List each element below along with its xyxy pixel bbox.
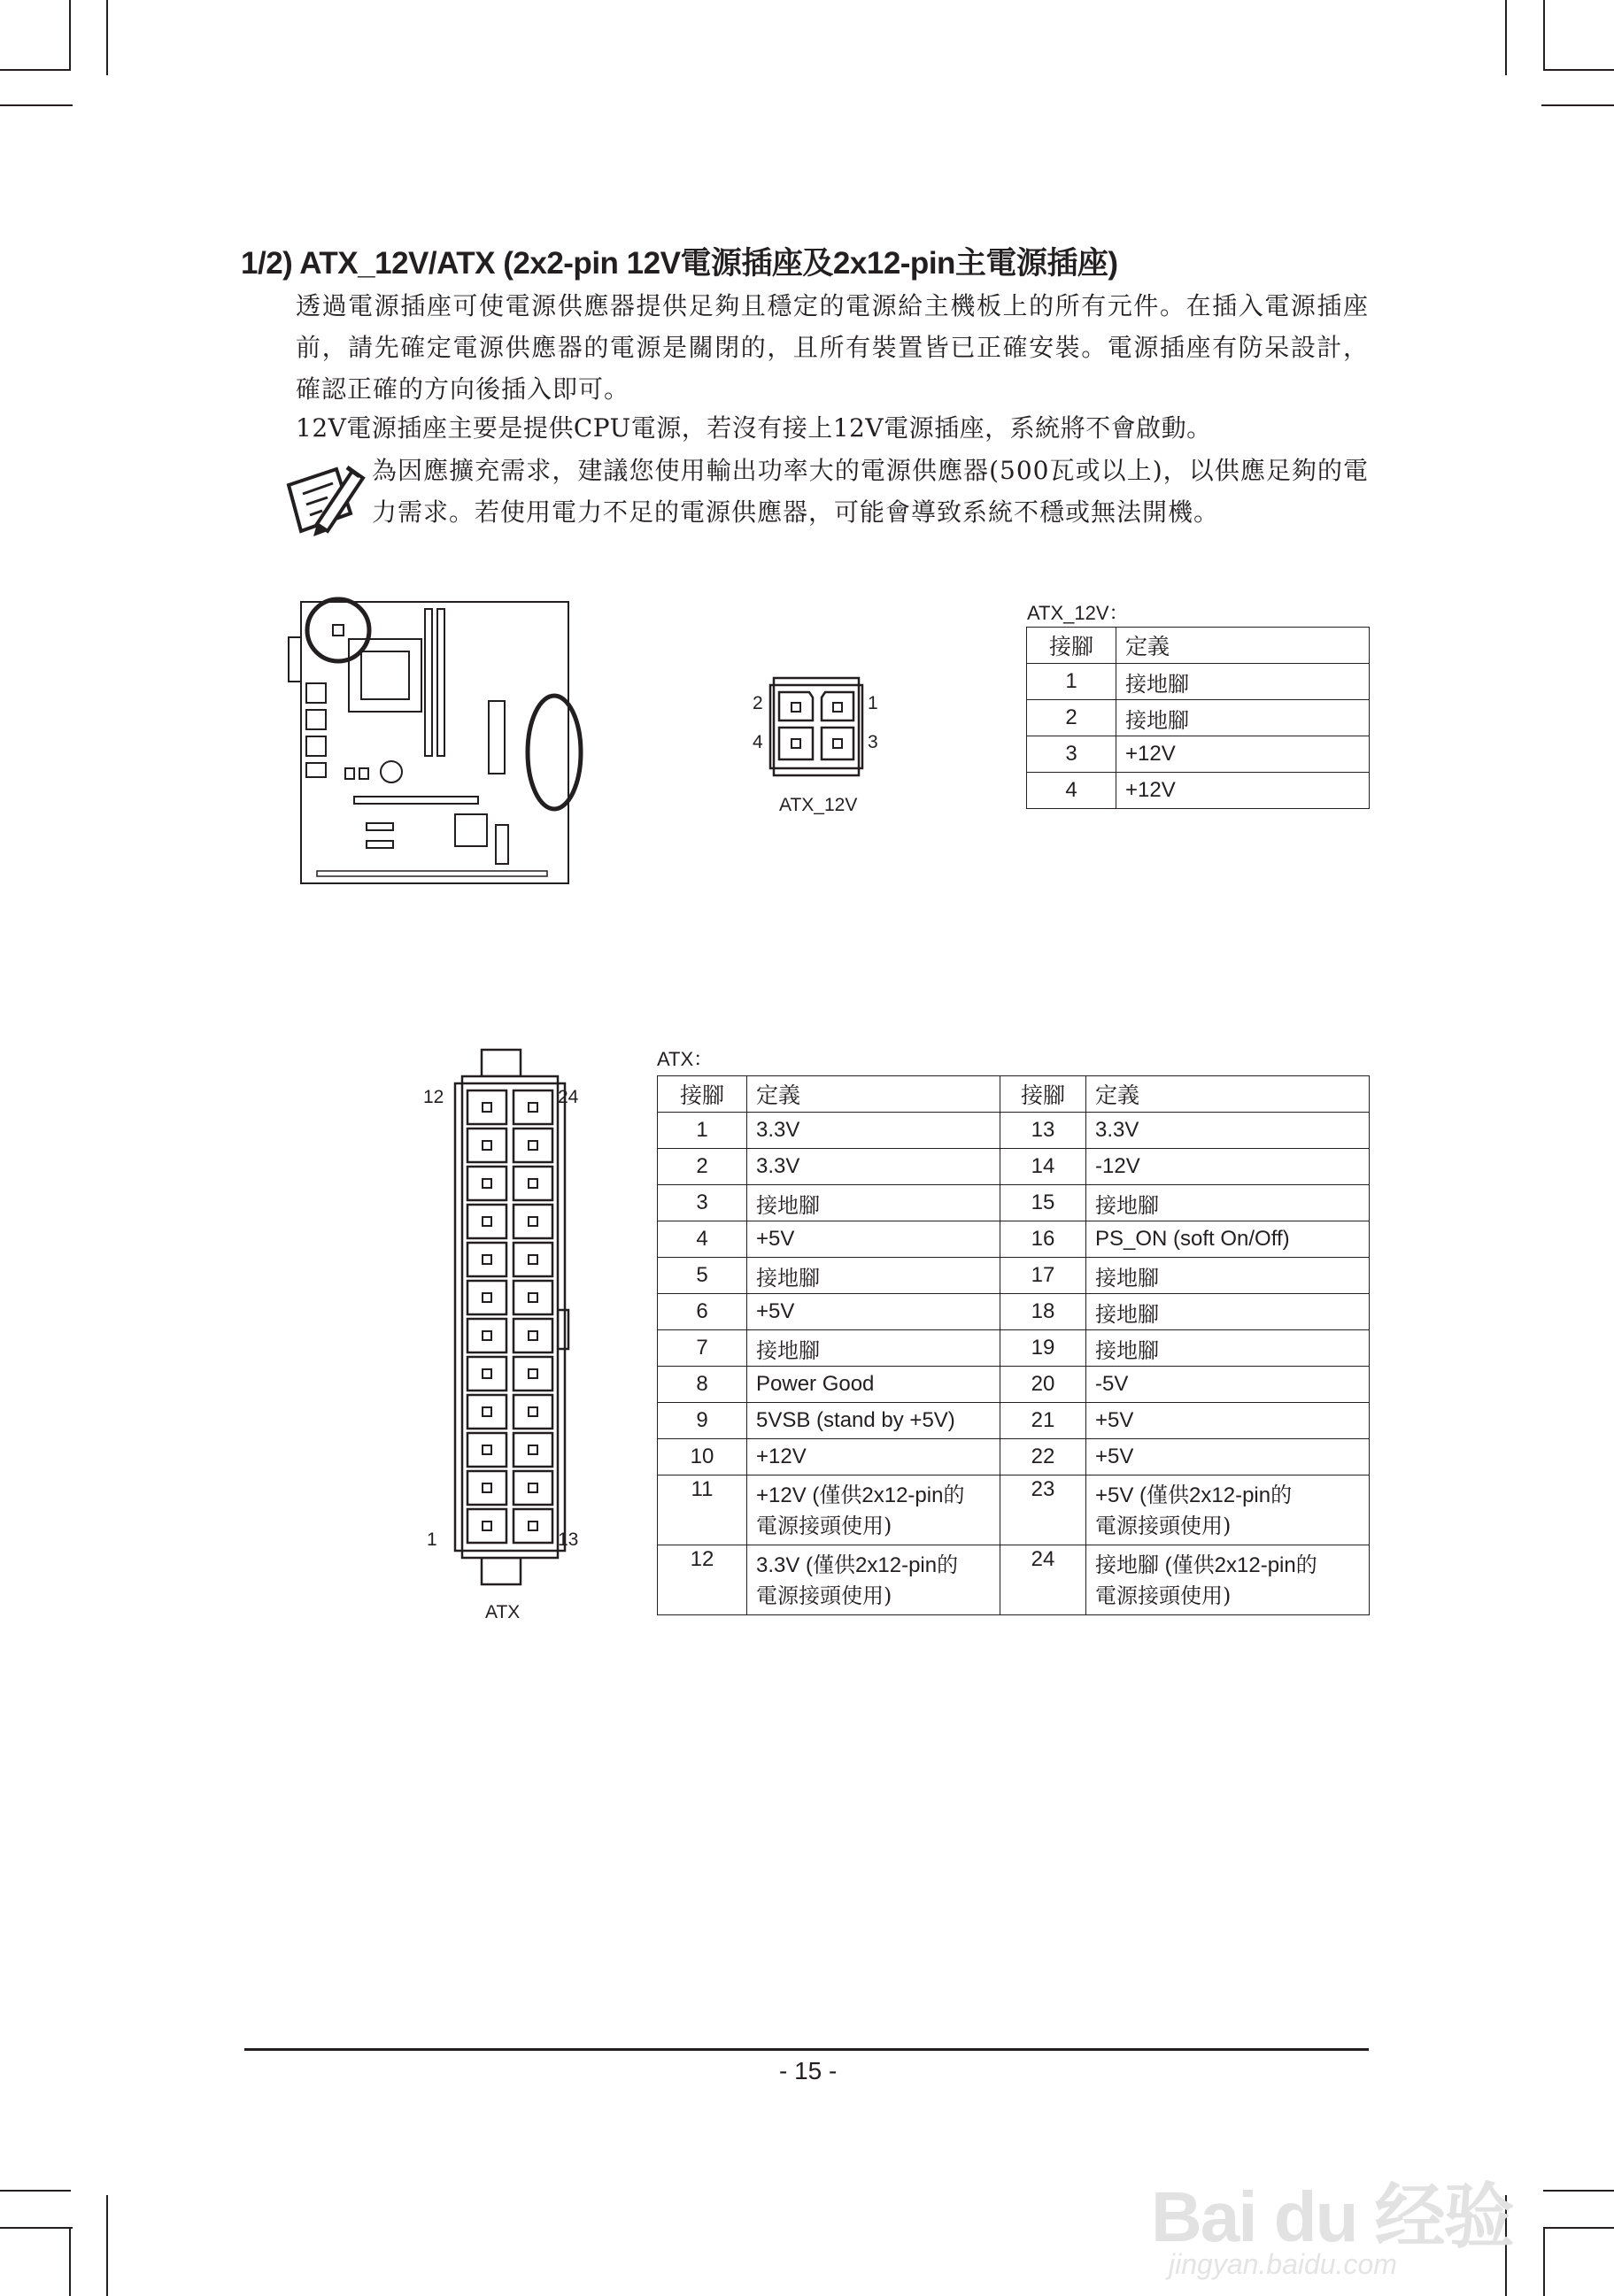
- pin-definition: [1086, 1545, 1370, 1615]
- atx-pin-contact: [529, 1217, 537, 1226]
- pin-number: [658, 1545, 747, 1615]
- column-header: 接腳: [658, 1076, 747, 1113]
- atx-pin-contact: [483, 1217, 491, 1226]
- pin-number: 1: [1027, 664, 1116, 700]
- pin-definition: [1086, 1221, 1370, 1258]
- pin-definition: [747, 1294, 1000, 1330]
- pin-number: [658, 1113, 747, 1149]
- pin-definition: [747, 1258, 1000, 1294]
- crop-mark: [1543, 69, 1614, 71]
- atx-pin-contact: [529, 1331, 537, 1340]
- cell-text: 24: [1031, 1547, 1055, 1571]
- crop-mark: [0, 2227, 73, 2229]
- column-header: 定義: [1116, 628, 1370, 664]
- cell-text: +12V: [756, 1445, 807, 1468]
- pin-number: [658, 1221, 747, 1258]
- pin-number: [1000, 1330, 1086, 1367]
- pin-number: [658, 1330, 747, 1367]
- pin-definition: [747, 1330, 1000, 1367]
- crop-mark: [0, 104, 73, 106]
- pin-definition: 接地腳: [1116, 700, 1370, 736]
- crop-mark: [0, 2190, 71, 2192]
- pin-number: 3: [1027, 736, 1116, 773]
- atx12v-table-label: ATX_12V：: [1027, 602, 1129, 624]
- pin-definition: [747, 1149, 1000, 1185]
- atx-connector-label: ATX: [485, 1602, 521, 1622]
- pin-definition: [747, 1439, 1000, 1475]
- crop-mark: [1543, 0, 1545, 71]
- pin-definition: [1086, 1367, 1370, 1403]
- atx12v-pin-label: 4: [753, 732, 763, 752]
- cell-text: 14: [1031, 1154, 1055, 1178]
- cell-text: 15: [1031, 1190, 1055, 1214]
- atx-pin-contact: [529, 1445, 537, 1454]
- atx-pin-label: 13: [558, 1529, 579, 1550]
- pin-definition: [747, 1367, 1000, 1403]
- footer-rule: [244, 2048, 1369, 2051]
- cell-text: +5V (僅供2x12-pin的: [1095, 1483, 1293, 1507]
- section-heading: 1/2) ATX_12V/ATX (2x2-pin 12V電源插座及2x12-pin主電源插座): [241, 246, 1118, 281]
- cell-text: 21: [1031, 1408, 1055, 1432]
- atx-pin-contact: [483, 1407, 491, 1416]
- pin-number: [1000, 1258, 1086, 1294]
- table-row: [658, 1185, 1370, 1221]
- cell-text: 接地腳: [1095, 1338, 1159, 1363]
- table-row: [658, 1113, 1370, 1149]
- atx-pin-contact: [529, 1293, 537, 1302]
- cell-text: 3: [696, 1190, 708, 1214]
- cell-text: 1: [696, 1118, 708, 1142]
- pin-definition: +12V: [1116, 736, 1370, 773]
- pin-definition: [1086, 1439, 1370, 1475]
- cell-text: 4: [696, 1227, 708, 1251]
- crop-mark: [106, 2195, 108, 2296]
- cell-text: 17: [1031, 1263, 1055, 1287]
- atx-pin-table: [657, 1075, 1370, 1615]
- column-header: 接腳: [1027, 628, 1116, 664]
- intro-paragraph: 透過電源插座可使電源供應器提供足夠且穩定的電源給主機板上的所有元件。在插入電源插座前，請先確定電源供應器的電源是關閉的，且所有裝置皆已正確安裝。電源插座有防呆設計，確認正確的方向後插入即可。: [296, 291, 1369, 404]
- cell-text: +5V: [756, 1299, 795, 1323]
- pin-number: [658, 1439, 747, 1475]
- cell-text: 6: [696, 1299, 708, 1323]
- table-header-row: [658, 1076, 1370, 1113]
- atx12v-pin-label: 2: [753, 693, 763, 713]
- pin-definition: [747, 1403, 1000, 1439]
- cell-text: 接地腳: [756, 1193, 820, 1218]
- atx-pin-contact: [483, 1369, 491, 1378]
- cell-text: 10: [690, 1445, 714, 1468]
- cell-text: 3.3V: [756, 1118, 800, 1142]
- baidu-watermark: Bai du 经验: [1151, 2177, 1513, 2256]
- atx-pin-contact: [529, 1407, 537, 1416]
- cell-text: 2: [696, 1154, 708, 1178]
- atx-pin-contact: [483, 1103, 491, 1112]
- cell-text: 接地腳: [756, 1266, 820, 1291]
- atx-pin-contact: [483, 1331, 491, 1340]
- pin-definition: +12V: [1116, 773, 1370, 809]
- pin-number: [1000, 1367, 1086, 1403]
- cell-text: 接地腳: [1095, 1302, 1159, 1327]
- pin-number: [1000, 1294, 1086, 1330]
- cell-text: Power Good: [756, 1372, 875, 1396]
- cell-text: +12V (僅供2x12-pin的: [756, 1483, 965, 1507]
- pin-number: [1000, 1545, 1086, 1615]
- table-row: [658, 1221, 1370, 1258]
- table-row: [1027, 773, 1370, 809]
- cell-text-line2: 電源接頭使用): [1095, 1583, 1232, 1608]
- atx-pin-label: 1: [427, 1529, 437, 1550]
- pin-number: [658, 1367, 747, 1403]
- cell-text: 20: [1031, 1372, 1055, 1396]
- pin-definition: [747, 1475, 1000, 1545]
- cell-text-line2: 電源接頭使用): [1095, 1514, 1232, 1538]
- table-row: [1027, 664, 1370, 700]
- crop-mark: [1543, 2190, 1614, 2192]
- motherboard-diagram: [283, 586, 584, 887]
- atx-pin-contact: [483, 1255, 491, 1264]
- cell-text: 5: [696, 1263, 708, 1287]
- pin-definition: [747, 1545, 1000, 1615]
- pin-definition: [1086, 1149, 1370, 1185]
- cell-text: 接地腳 (僅供2x12-pin的: [1095, 1553, 1317, 1577]
- pin-definition: [1086, 1258, 1370, 1294]
- pin-definition: [1086, 1113, 1370, 1149]
- table-row: [658, 1258, 1370, 1294]
- atx-pin-label: 12: [423, 1087, 444, 1107]
- cell-text: 12: [690, 1547, 714, 1571]
- atx-pin-contact: [483, 1179, 491, 1188]
- cell-text: +5V: [756, 1227, 795, 1251]
- atx-pin-contact: [483, 1483, 491, 1492]
- atx-pin-contact: [529, 1483, 537, 1492]
- pin-definition: [747, 1185, 1000, 1221]
- cell-text: 13: [1031, 1118, 1055, 1142]
- pin-number: [658, 1185, 747, 1221]
- cell-text: 3.3V (僅供2x12-pin的: [756, 1553, 959, 1577]
- crop-mark: [69, 0, 71, 71]
- pin-definition: [1086, 1475, 1370, 1545]
- pin-number: [1000, 1185, 1086, 1221]
- pin-definition: [1086, 1330, 1370, 1367]
- cell-text: 18: [1031, 1299, 1055, 1323]
- atx-pin-contact: [483, 1522, 491, 1530]
- column-header: 定義: [1086, 1076, 1370, 1113]
- atx-pin-contact: [529, 1369, 537, 1378]
- pin-definition: [1086, 1403, 1370, 1439]
- pin-definition: [1086, 1294, 1370, 1330]
- table-row: [658, 1439, 1370, 1475]
- cell-text: 3.3V: [1095, 1118, 1139, 1142]
- pin-number: [1000, 1439, 1086, 1475]
- cell-text: -5V: [1095, 1372, 1129, 1396]
- pin-number: [658, 1294, 747, 1330]
- table-row: [658, 1475, 1370, 1545]
- cell-text-line2: 電源接頭使用): [756, 1583, 892, 1608]
- cell-text: 接地腳: [756, 1338, 820, 1363]
- crop-mark: [1543, 2227, 1545, 2296]
- pin-number: 2: [1027, 700, 1116, 736]
- crop-mark: [1505, 0, 1507, 75]
- cell-text: 8: [696, 1372, 708, 1396]
- cell-text: PS_ON (soft On/Off): [1095, 1227, 1290, 1251]
- pin-number: [1000, 1403, 1086, 1439]
- baidu-watermark-url: jingyan.baidu.com: [1169, 2248, 1397, 2280]
- column-header: 接腳: [1000, 1076, 1086, 1113]
- table-row: [658, 1330, 1370, 1367]
- cell-text: 3.3V: [756, 1154, 800, 1178]
- pin-number: [1000, 1113, 1086, 1149]
- cpu-power-paragraph: 12V電源插座主要是提供CPU電源，若沒有接上12V電源插座，系統將不會啟動。: [296, 413, 1212, 443]
- table-row: [658, 1149, 1370, 1185]
- atx12v-connector-diagram: [768, 674, 866, 779]
- atx-pin-contact: [529, 1522, 537, 1530]
- cell-text: 16: [1031, 1227, 1055, 1251]
- cell-text: 19: [1031, 1336, 1055, 1360]
- pin-definition: [747, 1113, 1000, 1149]
- pin-number: [658, 1403, 747, 1439]
- power-supply-note: 為因應擴充需求，建議您使用輸出功率大的電源供應器(500瓦或以上)，以供應足夠的電力需求。若使用電力不足的電源供應器，可能會導致系統不穩或無法開機。: [372, 456, 1369, 527]
- table-header-row: [1027, 628, 1370, 664]
- cell-text: 22: [1031, 1445, 1055, 1468]
- table-row: [1027, 700, 1370, 736]
- cell-text: 23: [1031, 1477, 1055, 1501]
- cell-text: 11: [691, 1477, 714, 1501]
- atx12v-pin-label: 3: [868, 732, 878, 752]
- atx12v-pin-table: [1026, 627, 1370, 809]
- atx-table-label: ATX：: [657, 1048, 714, 1070]
- cell-text: 7: [696, 1336, 708, 1360]
- table-row: [658, 1367, 1370, 1403]
- cell-text-line2: 電源接頭使用): [756, 1514, 892, 1538]
- pin-number: 4: [1027, 773, 1116, 809]
- crop-mark: [1543, 2227, 1614, 2229]
- note-pencil-icon: [282, 458, 366, 538]
- pin-number: [658, 1149, 747, 1185]
- pin-number: [1000, 1475, 1086, 1545]
- table-row: [658, 1403, 1370, 1439]
- table-row: [1027, 736, 1370, 773]
- atx-pin-contact: [483, 1445, 491, 1454]
- cell-text: +5V: [1095, 1445, 1134, 1468]
- atx-pin-contact: [529, 1141, 537, 1150]
- atx-pin-contact: [483, 1141, 491, 1150]
- atx-pin-contact: [529, 1179, 537, 1188]
- pin-number: [658, 1258, 747, 1294]
- atx-pin-label: 24: [558, 1087, 579, 1107]
- pin-number: [1000, 1149, 1086, 1185]
- column-header: 定義: [747, 1076, 1000, 1113]
- atx-pin-contact: [529, 1255, 537, 1264]
- atx-pin-contact: [483, 1293, 491, 1302]
- cell-text: 接地腳: [1095, 1193, 1159, 1218]
- crop-mark: [69, 2227, 71, 2296]
- cell-text: 9: [696, 1408, 708, 1432]
- atx-connector-diagram: [450, 1044, 574, 1590]
- atx-pin-contact: [529, 1103, 537, 1112]
- pin-definition: 接地腳: [1116, 664, 1370, 700]
- cell-text: -12V: [1095, 1154, 1140, 1178]
- table-row: [658, 1545, 1370, 1615]
- pin-number: [658, 1475, 747, 1545]
- pin-definition: [1086, 1185, 1370, 1221]
- atx12v-connector-label: ATX_12V: [779, 795, 858, 815]
- cell-text: +5V: [1095, 1408, 1134, 1432]
- atx12v-pin-label: 1: [868, 693, 878, 713]
- page-number: - 15 -: [779, 2057, 838, 2084]
- crop-mark: [0, 69, 71, 71]
- crop-mark: [1541, 104, 1614, 106]
- pin-number: [1000, 1221, 1086, 1258]
- cell-text: 5VSB (stand by +5V): [756, 1408, 955, 1432]
- pin-definition: [747, 1221, 1000, 1258]
- cell-text: 接地腳: [1095, 1266, 1159, 1291]
- table-row: [658, 1294, 1370, 1330]
- crop-mark: [106, 0, 108, 75]
